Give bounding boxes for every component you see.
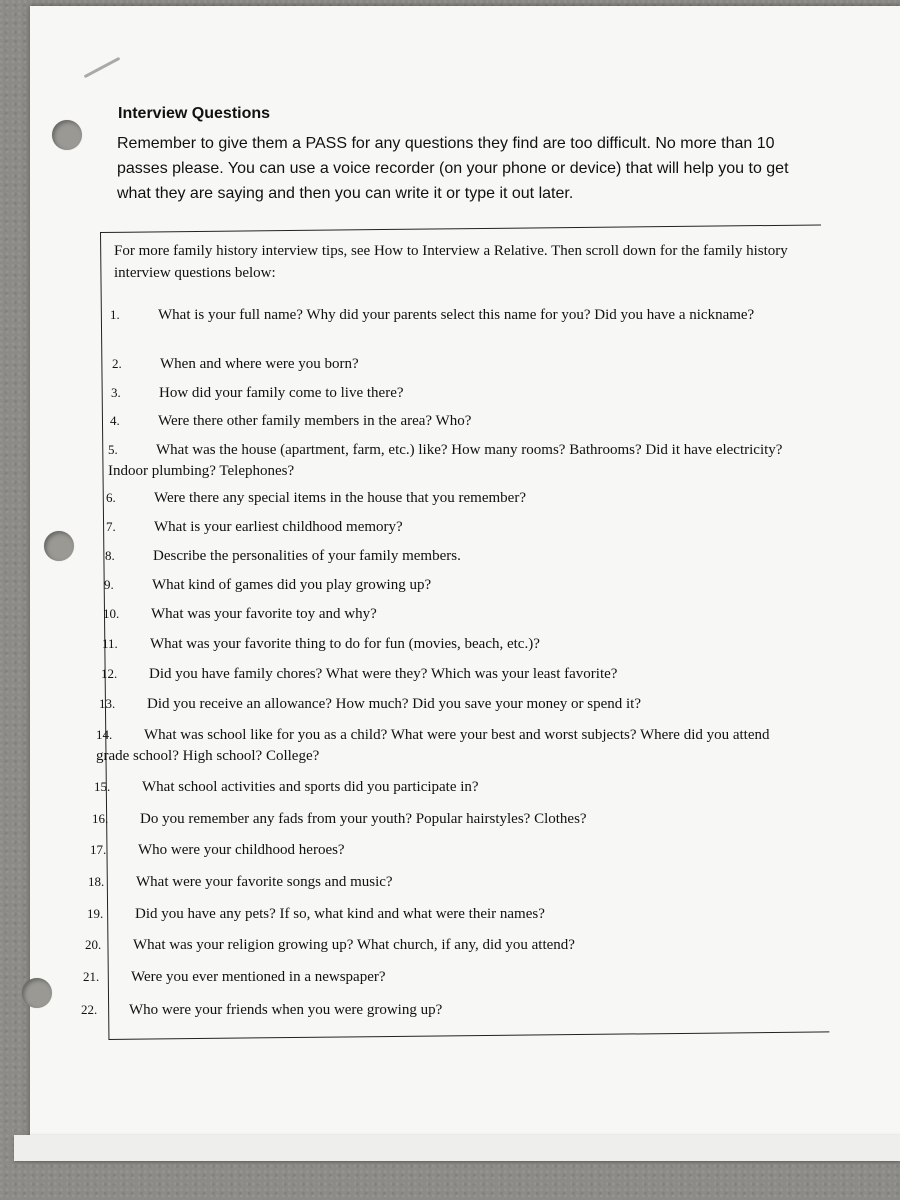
document-title: Interview Questions	[118, 105, 271, 122]
question-number: 16.	[92, 811, 109, 826]
question-item	[110, 304, 800, 326]
question-number: 10.	[103, 606, 120, 621]
question-number: 17.	[90, 842, 107, 857]
punch-hole-bottom	[22, 978, 52, 1008]
question-text: What was your favorite thing to do for fun (movies, beach, etc.)?	[150, 636, 540, 652]
question-number: 3.	[111, 385, 121, 400]
question-item	[103, 603, 377, 625]
paper-edge	[14, 1135, 900, 1161]
question-number: 12.	[101, 666, 118, 681]
question-item	[81, 999, 442, 1021]
question-text: Were there any special items in the house that you remember?	[154, 490, 526, 506]
question-item	[96, 724, 786, 767]
question-item	[88, 871, 393, 893]
question-text: Were you ever mentioned in a newspaper?	[131, 969, 386, 985]
question-text: Do you remember any fads from your youth? Popular hairstyles? Clothes?	[140, 811, 587, 827]
question-number: 6.	[106, 490, 116, 505]
question-text: Were there other family members in the area? Who?	[158, 413, 472, 429]
question-number: 15.	[94, 779, 111, 794]
question-number: 7.	[106, 519, 116, 534]
question-item	[101, 663, 617, 685]
question-text: What is your earliest childhood memory?	[154, 519, 403, 535]
question-number: 8.	[105, 548, 115, 563]
question-text: Who were your childhood heroes?	[138, 842, 345, 858]
punch-hole-top	[52, 120, 82, 150]
question-item	[83, 966, 386, 988]
question-text: What was your religion growing up? What church, if any, did you attend?	[133, 937, 575, 953]
question-number: 20.	[85, 937, 102, 952]
question-number: 22.	[81, 1002, 98, 1017]
question-number: 5.	[108, 442, 118, 457]
question-text: What was school like for you as a child? What were your best and worst subjects? Where did you attend grade school? High school? College?	[96, 727, 770, 764]
question-text: Did you receive an allowance? How much? Did you save your money or spend it?	[147, 696, 642, 712]
question-item	[104, 574, 431, 596]
question-item	[110, 410, 471, 432]
question-number: 11.	[102, 636, 118, 651]
question-number: 4.	[110, 413, 120, 428]
question-number: 13.	[99, 696, 116, 711]
intro-paragraph: Remember to give them a PASS for any questions they find are too difficult. No more than 10 passes please. You can use a voice recorder (on your phone or device) that will help you to get what they are saying and then you can write it or type it out later.	[117, 135, 789, 202]
question-text: Did you have any pets? If so, what kind and what were their names?	[135, 906, 545, 922]
question-text: What school activities and sports did you participate in?	[142, 779, 479, 795]
question-number: 19.	[87, 906, 104, 921]
question-item	[106, 516, 403, 538]
question-number: 2.	[112, 356, 122, 371]
question-number: 18.	[88, 874, 105, 889]
question-item	[102, 633, 540, 655]
question-text: Did you have family chores? What were they? Which was your least favorite?	[149, 666, 618, 682]
punch-hole-middle	[44, 531, 74, 561]
question-item	[108, 439, 798, 482]
question-item	[99, 693, 641, 715]
tips-paragraph: For more family history interview tips, see How to Interview a Relative. Then scroll down for the family history interview questions below:	[114, 243, 788, 281]
question-item	[105, 545, 461, 567]
question-text: How did your family come to live there?	[159, 385, 404, 401]
question-text: Who were your friends when you were growing up?	[129, 1002, 443, 1018]
question-text: What were your favorite songs and music?	[136, 874, 393, 890]
question-text: Describe the personalities of your family members.	[153, 548, 461, 564]
question-number: 21.	[83, 969, 100, 984]
question-number: 14.	[96, 727, 113, 742]
question-text: What was the house (apartment, farm, etc.) like? How many rooms? Bathrooms? Did it have electricity? Indoor plumbing? Telephones?	[108, 442, 783, 479]
question-text: What was your favorite toy and why?	[151, 606, 377, 622]
question-text: When and where were you born?	[160, 356, 359, 372]
question-item	[92, 808, 587, 830]
question-item	[94, 776, 479, 798]
question-number: 9.	[104, 577, 114, 592]
question-item	[111, 382, 404, 404]
question-number: 1.	[110, 307, 120, 322]
question-item	[106, 487, 526, 509]
question-item	[112, 353, 359, 375]
question-item	[85, 934, 575, 956]
question-text: What is your full name? Why did your parents select this name for you? Did you have a nickname?	[158, 307, 755, 323]
question-item	[90, 839, 345, 861]
question-text: What kind of games did you play growing up?	[152, 577, 432, 593]
question-item	[87, 903, 545, 925]
